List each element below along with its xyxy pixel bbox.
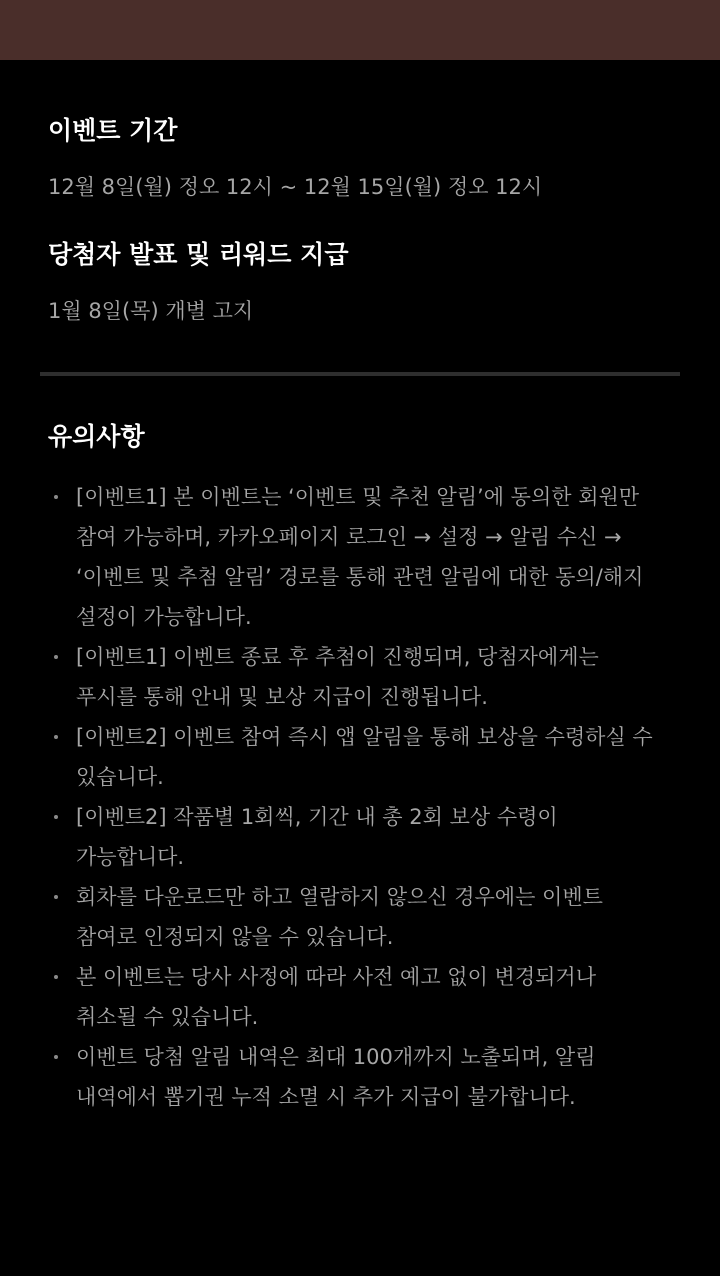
bullet-icon — [54, 1055, 58, 1059]
bullet-icon — [54, 815, 58, 819]
notice-item — [48, 477, 660, 637]
notice-item-text: [이벤트2] 이벤트 참여 즉시 앱 알림을 통해 보상을 수령하실 수 있습니다. — [76, 725, 653, 789]
top-banner-bar — [0, 0, 720, 60]
winner-announcement-value: 1월 8일(목) 개별 고지 — [48, 299, 254, 323]
notice-item — [48, 717, 660, 797]
bullet-icon — [54, 975, 58, 979]
notice-item — [48, 1037, 660, 1117]
notice-item — [48, 877, 660, 957]
event-period-value: 12월 8일(월) 정오 12시 ~ 12월 15일(월) 정오 12시 — [48, 175, 543, 199]
bullet-icon — [54, 735, 58, 739]
notice-item-text: [이벤트2] 작품별 1회씩, 기간 내 총 2회 보상 수령이 가능합니다. — [76, 805, 558, 869]
notice-item — [48, 957, 660, 1037]
notice-item-text: [이벤트1] 본 이벤트는 ‘이벤트 및 추천 알림’에 동의한 회원만 참여 가능하며, 카카오페이지 로그인 → 설정 → 알림 수신 → ‘이벤트 및 추첨 알림’ 경로를 통해 관련 알림에 대한 동의/해지 설정이 가능합니다. — [76, 485, 644, 629]
bullet-icon — [54, 895, 58, 899]
notice-item — [48, 797, 660, 877]
notice-item-text: [이벤트1] 이벤트 종료 후 추첨이 진행되며, 당첨자에게는 푸시를 통해 안내 및 보상 지급이 진행됩니다. — [76, 645, 599, 709]
bullet-icon — [54, 655, 58, 659]
section-divider — [40, 372, 680, 376]
event-period-title: 이벤트 기간 — [48, 116, 178, 145]
notices-list — [48, 477, 672, 1117]
notices-title: 유의사항 — [48, 422, 145, 451]
event-info-content — [0, 60, 720, 326]
notice-item-text: 본 이벤트는 당사 사정에 따라 사전 예고 없이 변경되거나 취소될 수 있습니다. — [76, 965, 596, 1029]
notice-item-text: 회차를 다운로드만 하고 열람하지 않으신 경우에는 이벤트 참여로 인정되지 않을 수 있습니다. — [76, 885, 603, 949]
notices-section — [0, 420, 720, 1117]
notice-item — [48, 637, 660, 717]
notice-item-text: 이벤트 당첨 알림 내역은 최대 100개까지 노출되며, 알림 내역에서 뽑기권 누적 소멸 시 추가 지급이 불가합니다. — [76, 1045, 596, 1109]
winner-announcement-title: 당첨자 발표 및 리워드 지급 — [48, 240, 349, 269]
bullet-icon — [54, 495, 58, 499]
